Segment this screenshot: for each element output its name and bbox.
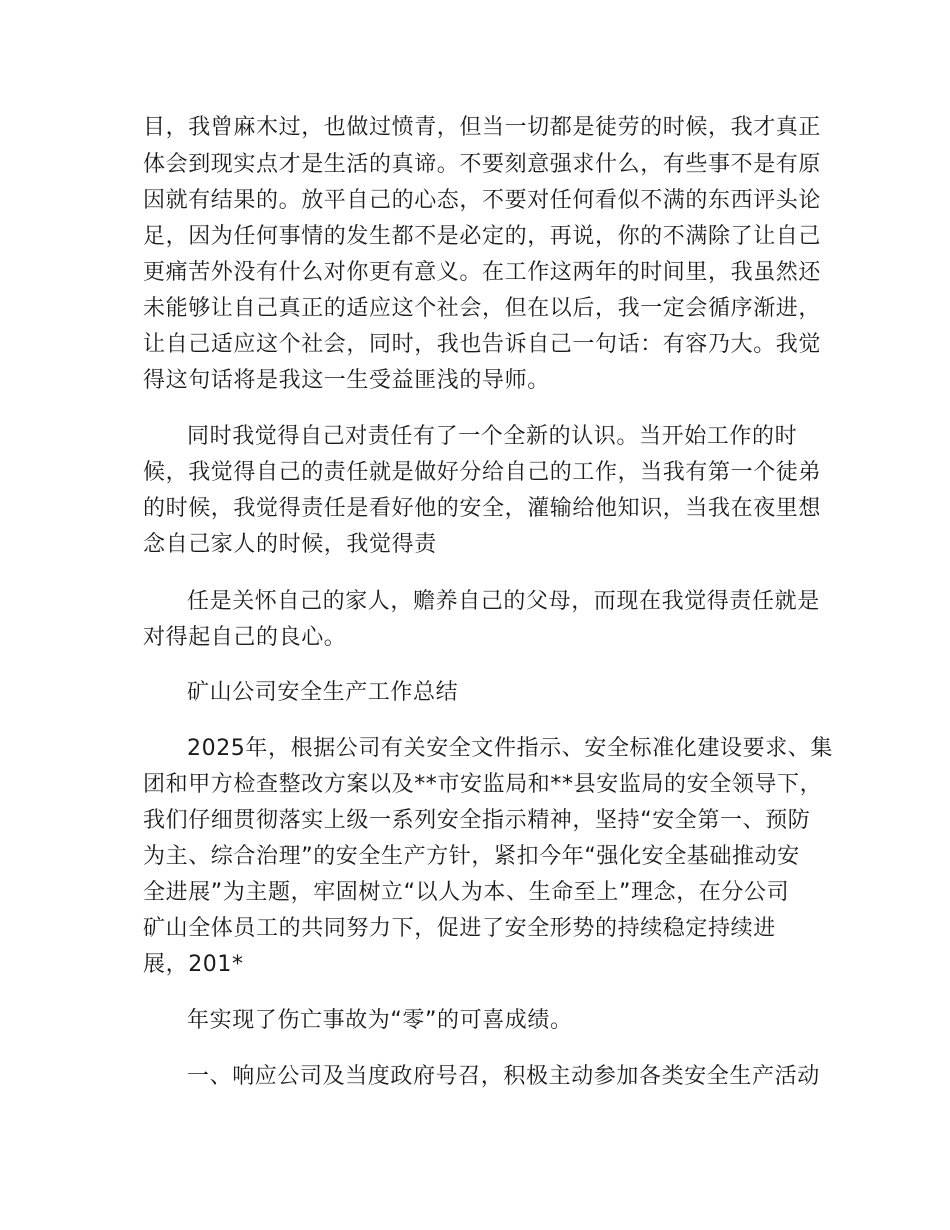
text-line: 的时候，我觉得责任是看好他的安全，灌输给他知识，当我在夜里想 [143,496,822,521]
text-line: 未能够让自己真正的适应这个社会，但在以后，我一定会循序渐进， [143,296,822,321]
text-line: 我们仔细贯彻落实上级一系列安全指示精神，坚持“安全第一、预防 [143,808,811,833]
text-line: 展，201* [143,952,244,977]
text-line: 全进展”为主题，牢固树立“以人为本、生命至上”理念，在分公司 [143,880,790,905]
text-line: 足，因为任何事情的发生都不是必定的，再说，你的不满除了让自己 [143,224,822,249]
text-line: 更痛苦外没有什么对你更有意义。在工作这两年的时间里，我虽然还 [143,260,822,285]
text-line: 任是关怀自己的家人，赡养自己的父母，而现在我觉得责任就是 [187,589,820,614]
text-line: 候，我觉得自己的责任就是做好分给自己的工作，当我有第一个徒弟 [143,460,822,485]
text-line: 年实现了伤亡事故为“零”的可喜成绩。 [187,1008,573,1033]
subsection-heading: 一、响应公司及当度政府号召，积极主动参加各类安全生产活动 [187,1064,820,1089]
text-line: 得这句话将是我这一生受益匪浅的导师。 [143,368,550,393]
text-line: 对得起自己的良心。 [143,625,347,650]
text-line: 2025年，根据公司有关安全文件指示、安全标准化建设要求、集 [187,736,833,761]
text-line: 因就有结果的。放平自己的心态，不要对任何看似不满的东西评头论 [143,188,822,213]
text-line: 同时我觉得自己对责任有了一个全新的认识。当开始工作的时 [187,424,798,449]
section-heading: 矿山公司安全生产工作总结 [187,680,459,705]
text-line: 念自己家人的时候，我觉得责 [143,532,437,557]
text-line: 团和甲方检查整改方案以及**市安监局和**县安监局的安全领导下， [143,772,823,797]
text-line: 体会到现实点才是生活的真谛。不要刻意强求什么，有些事不是有原 [143,152,822,177]
text-line: 目，我曾麻木过，也做过愤青，但当一切都是徒劳的时候，我才真正 [143,115,822,140]
text-line: 矿山全体员工的共同努力下，促进了安全形势的持续稳定持续进 [143,916,776,941]
text-line: 为主、综合治理”的安全生产方针，紧扣今年“强化安全基础推动安 [143,844,800,869]
text-line: 让自己适应这个社会，同时，我也告诉自己一句话：有容乃大。我觉 [143,332,822,357]
